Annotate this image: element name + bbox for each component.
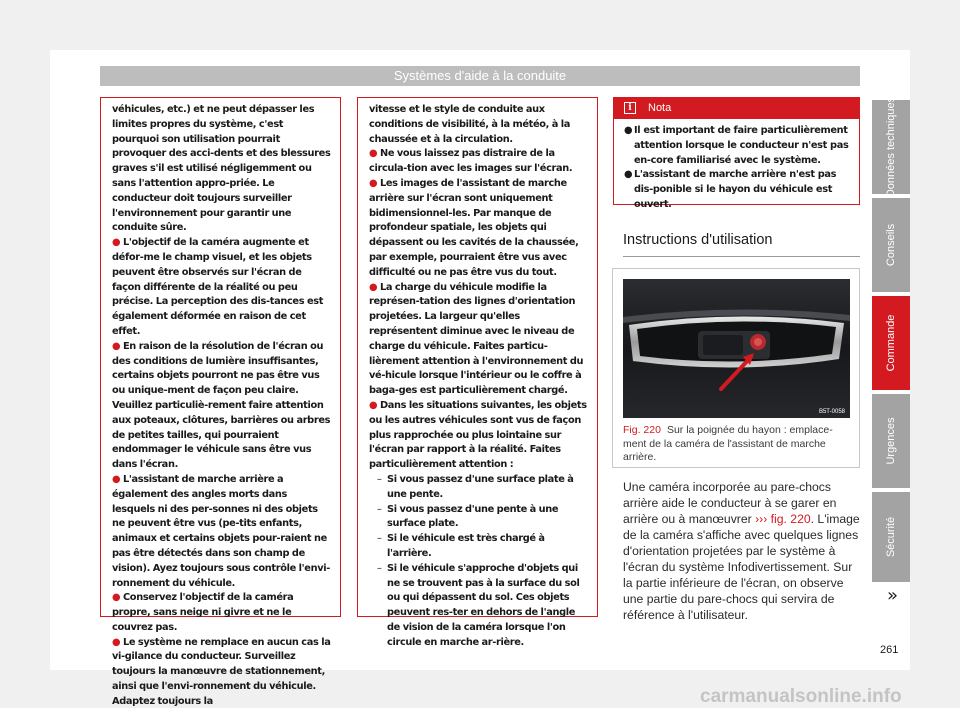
warning-intro: vitesse et le style de conduite aux conditions de visibilité, à la météo, à la chaussée et à la circulation. — [369, 104, 571, 145]
section-title: Instructions d'utilisation — [623, 232, 860, 257]
tab-securite[interactable]: Sécurité — [872, 492, 910, 582]
continue-marker: » — [887, 585, 899, 606]
tailgate-camera-illustration — [623, 279, 850, 418]
warning-bullet: ● La charge du véhicule modifie la représen-tation des lignes d'orientation projetées. La largeur qu'elles représentent diminue avec le niveau de charge du véhicule. Faites particu-lièrement attention à l'environnement du vé-hicule lorsque l'intérieur ou le coffre à baga-ges est particulièrement chargé. — [369, 281, 584, 397]
note-box — [613, 97, 860, 210]
warning-column-2 — [357, 97, 598, 648]
note-title: Nota — [648, 102, 672, 114]
warning-bullet: ● L'assistant de marche arrière a également des angles morts dans lesquels ni des per-sonnes ni des objets ne peuvent être vus (pe-tits enfants, animaux et certains objets pour-raient ne pas être détectés dans son champ de vision). Ayez toujours sous contrôle l'envi-ronnement du véhicule. — [112, 473, 330, 589]
warning-intro: véhicules, etc.) et ne peut dépasser les limites propres du système, c'est pourquoi son utilisation pourrait provoquer des acci-dents et des blessures graves s'il est utilisé négligemment ou sans l'attention appro-priée. Le conducteur doit toujours surveiller l'environnement pour garantir une conduite sûre. — [112, 104, 331, 234]
figure-caption: Fig. 220 Sur la poignée du hayon : emplace-ment de la caméra de l'assistant de marche arrière. — [623, 424, 833, 463]
page-number: 261 — [880, 644, 899, 656]
page-header: Systèmes d'aide à la conduite — [100, 66, 860, 86]
tab-urgences[interactable]: Urgences — [872, 394, 910, 488]
tab-donnees-techniques[interactable]: Données techniques — [872, 100, 910, 194]
info-icon: i — [624, 102, 636, 114]
dash-list — [369, 473, 588, 651]
warning-column-1 — [100, 97, 341, 707]
warning-bullet: ● En raison de la résolution de l'écran ou des conditions de lumière insuffisantes, certains objets pourront ne pas être vus ou unique-ment de façon peu claire. Veuillez particuliè-rement faire attention aux poteaux, clôtures, barrières ou arbres de petites tailles, qui pourraient endommager le véhicule sans être vus dans l'écran. — [112, 340, 331, 471]
warning-bullet: ● Conservez l'objectif de la caméra propre, sans neige ni givre et ne le couvrez pas. — [112, 592, 294, 633]
note-item: ● Il est important de faire particulièrement attention lorsque le conducteur n'est pas en-core familiarisé avec le système. — [624, 125, 849, 166]
tab-commande[interactable]: Commande — [872, 296, 910, 390]
warning-bullet: ● Le système ne remplace en aucun cas la vi-gilance du conducteur. Surveillez toujours la manœuvre de stationnement, ainsi que l'envi-ronnement du véhicule. Adaptez toujours la — [112, 636, 331, 707]
warning-bullet: ● L'objectif de la caméra augmente et défor-me le champ visuel, et les objets peuvent être observés sur l'écran de façon différente de la réalité ou peu précise. La perception des dis-tances est également déformée en raison de cet effet. — [112, 237, 324, 337]
tailgate-handle-photo — [623, 279, 850, 418]
note-item: ● L'assistant de marche arrière n'est pas dis-ponible si le hayon du véhicule est ouvert. — [624, 169, 837, 210]
dash-item: – Si vous passez d'une pente à une surface plate. — [378, 503, 588, 533]
figure-code: B5T-0058 — [818, 409, 845, 415]
watermark: carmanualsonline.info — [700, 686, 902, 707]
warning-bullet: ● Ne vous laissez pas distraire de la circula-tion avec les images sur l'écran. — [369, 148, 573, 175]
dash-item: – Si le véhicule s'approche d'objets qui ne se trouvent pas à la surface du sol ou qui dépassent du sol. Ces objets peuvent res-ter en dehors de l'angle de vision de la caméra lorsque l'on circule en marche ar-rière. — [378, 562, 588, 651]
body-paragraph: Une caméra incorporée au pare-chocs arrière aide le conducteur à se garer en arrière ou à manœuvrer ››› fig. 220. L'image de la caméra s'affiche avec quelques lignes d'orientation projetées par le système à l'écran du système Infodivertissement. Sur la partie inférieure de l'écran, on observe une partie du pare-chocs qui servira de référence à l'utilisateur. — [623, 480, 860, 622]
figure-box — [612, 268, 860, 468]
dash-item: – Si le véhicule est très chargé à l'arrière. — [378, 532, 588, 562]
warning-bullet: ● Dans les situations suivantes, les objets ou les autres véhicules sont vus de façon plus rapprochée ou plus lointaine sur l'écran par rapport à la réalité. Faites particulièrement attention : — [369, 399, 587, 471]
figure-number: Fig. 220 — [623, 424, 661, 436]
dash-item: – Si vous passez d'une surface plate à une pente. — [378, 473, 588, 503]
figure-link[interactable]: ››› fig. 220 — [755, 512, 811, 526]
note-header — [614, 98, 859, 119]
warning-bullet: ● Les images de l'assistant de marche arrière sur l'écran sont uniquement bidimensionnel-les. Par manque de profondeur spatiale, les objets qui dépassent ou les cavités de la chaussée, par exemple, pourraient être vus avec difficulté ou ne pas être vus du tout. — [369, 177, 579, 278]
tab-conseils[interactable]: Conseils — [872, 198, 910, 292]
